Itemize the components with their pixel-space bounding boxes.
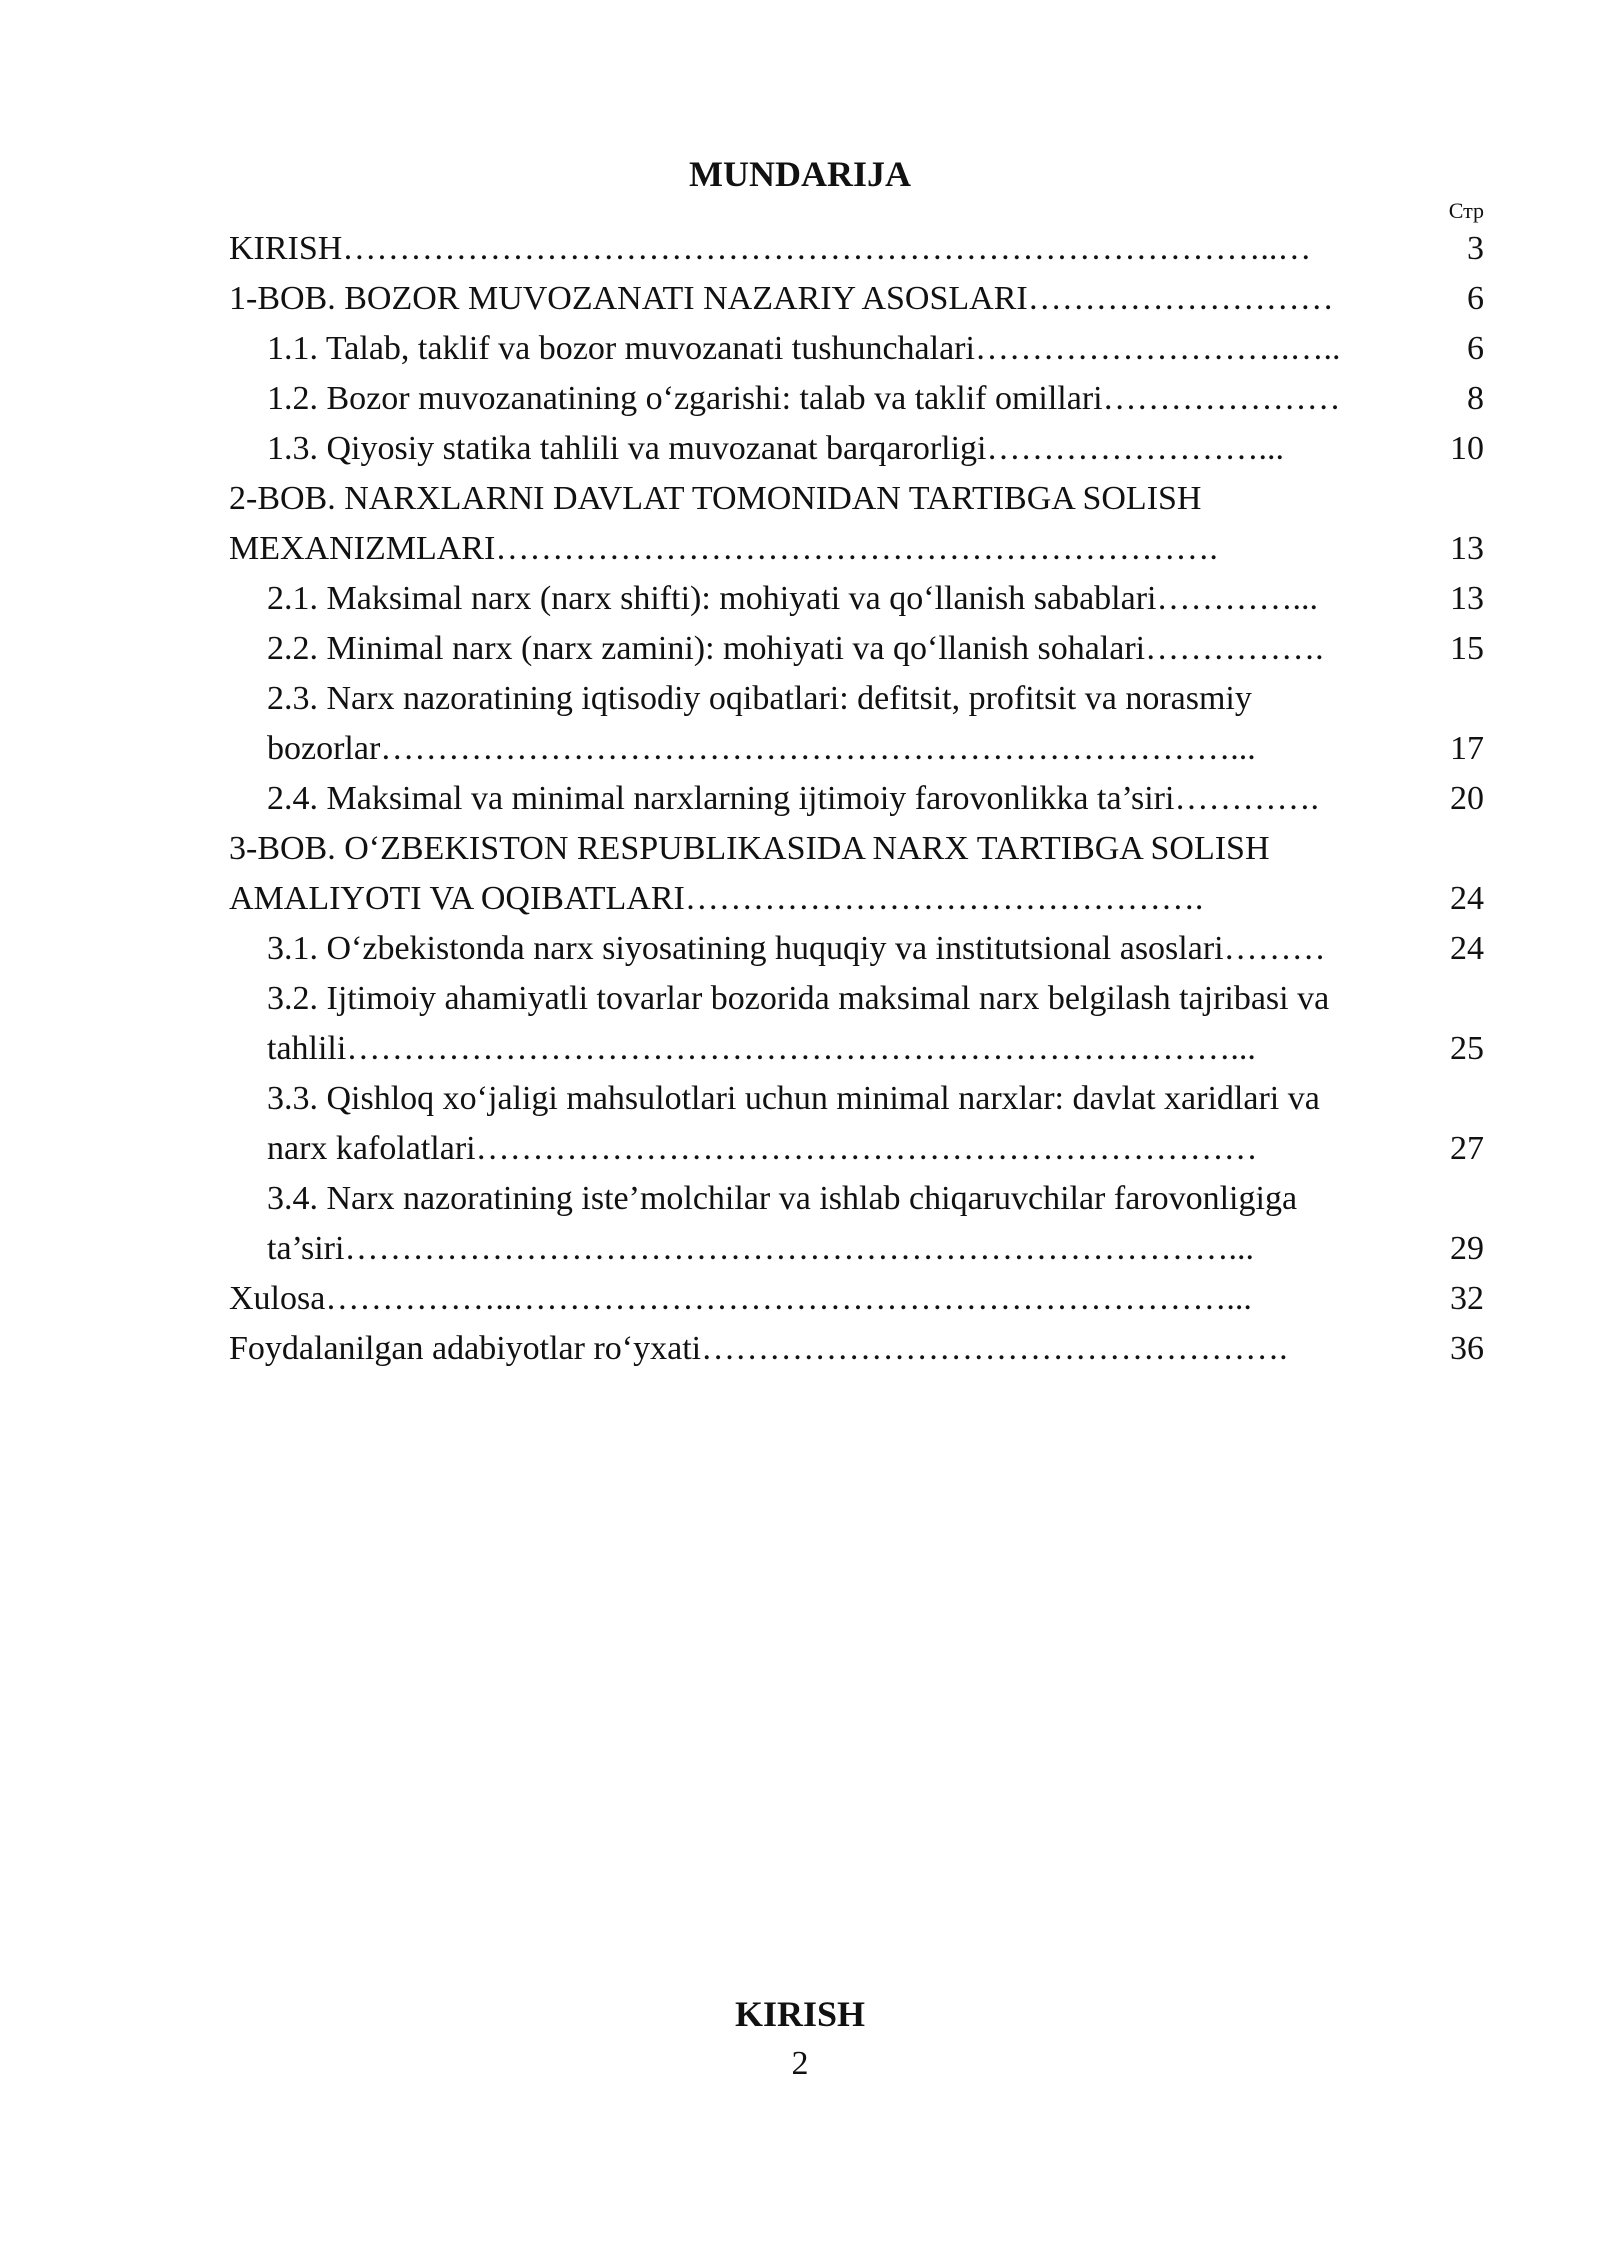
toc-entry (229, 674, 1484, 774)
toc-page-number: 13 (1450, 530, 1484, 567)
toc-entry-line (229, 774, 1484, 824)
toc-entry-text: 1.3. Qiyosiy statika tahlili va muvozanat barqarorligi (267, 430, 987, 467)
toc-entry-line (229, 724, 1484, 774)
toc-dot-leader: ……………………... (986, 430, 1284, 467)
toc-dot-leader: ………………… (1102, 380, 1341, 417)
toc-entry (229, 924, 1484, 974)
toc-entry-line (229, 874, 1484, 924)
toc-entry-text: Foydalanilgan adabiyotlar ro‘yxati (229, 1330, 702, 1367)
toc-entry-text: 3.1. O‘zbekistonda narx siyosatining huquqiy va institutsional asoslari (267, 930, 1224, 967)
toc-page-number: 32 (1450, 1280, 1484, 1317)
toc-entry-text: tahlili (267, 1030, 347, 1067)
toc-entry (229, 1174, 1484, 1274)
toc-dot-leader: ………………………………………………………………………..… (342, 230, 1312, 267)
toc-page-number: 24 (1450, 880, 1484, 917)
toc-entry-text: 3-BOB. O‘ZBEKISTON RESPUBLIKASIDA NARX TARTIBGA SOLISH (229, 830, 1270, 867)
toc-entry (229, 1274, 1484, 1324)
toc-dot-leader: ………………………………………………………. (495, 530, 1218, 567)
toc-entry (229, 424, 1484, 474)
toc-page-number: 36 (1450, 1330, 1484, 1367)
toc-entry-text: 1.1. Talab, taklif va bozor muvozanati tushunchalari (267, 330, 975, 367)
section-heading-kirish: KIRISH (734, 1994, 866, 2034)
toc-entry-text: 1.2. Bozor muvozanatining o‘zgarishi: talab va taklif omillari (267, 380, 1103, 417)
toc-dot-leader: ……………………………………………. (701, 1330, 1288, 1367)
toc-entry (229, 824, 1484, 924)
toc-page-number: 6 (1467, 330, 1484, 367)
toc-entry-line (229, 524, 1484, 574)
toc-dot-leader: …………. (1174, 780, 1319, 817)
toc-entry (229, 474, 1484, 574)
toc-entry-text: MEXANIZMLARI (229, 530, 496, 567)
toc-entry (229, 374, 1484, 424)
toc-entry-text: 1-BOB. BOZOR MUVOZANATI NAZARIY ASOSLARI (229, 280, 1028, 317)
toc-entry-line (229, 1274, 1484, 1324)
toc-page-number: 17 (1450, 730, 1484, 767)
toc-entry-line (229, 274, 1484, 324)
toc-entry-text: 3.3. Qishloq xo‘jaligi mahsulotlari uchun minimal narxlar: davlat xaridlari va (267, 1080, 1320, 1117)
toc-entry (229, 774, 1484, 824)
toc-entry-text: 2-BOB. NARXLARNI DAVLAT TOMONIDAN TARTIBGA SOLISH (229, 480, 1202, 517)
toc-dot-leader: ……………………………………………………………………... (346, 1030, 1256, 1067)
toc-entry (229, 324, 1484, 374)
toc-page-number: 3 (1467, 230, 1484, 267)
toc-entry (229, 1074, 1484, 1174)
toc-entry-line (229, 1024, 1484, 1074)
toc-entry-line (229, 324, 1484, 374)
toc-dot-leader: ………………………………………. (684, 880, 1204, 917)
toc-entry-text: bozorlar (267, 730, 381, 767)
toc-dot-leader: ……………………….….. (974, 330, 1341, 367)
toc-page-number: 13 (1450, 580, 1484, 617)
toc-dot-leader: …………………………………………………………………... (380, 730, 1256, 767)
toc-entry (229, 974, 1484, 1074)
toc-page-number: 8 (1467, 380, 1484, 417)
toc-entry-text: 3.2. Ijtimoiy ahamiyatli tovarlar bozorida maksimal narx belgilash tajribasi va (267, 980, 1330, 1017)
toc-dot-leader: ……………………… (1027, 280, 1334, 317)
toc-page-number: 25 (1450, 1030, 1484, 1067)
toc-entry-text: 2.4. Maksimal va minimal narxlarning ijtimoiy farovonlikka ta’siri (267, 780, 1175, 817)
page-column-label: Стр (1448, 198, 1484, 223)
toc-dot-leader: ……………. (1145, 630, 1324, 667)
toc-dot-leader: ……… (1223, 930, 1326, 967)
toc-entry (229, 274, 1484, 324)
toc-page-number: 24 (1450, 930, 1484, 967)
toc-entry-text: 3.4. Narx nazoratining iste’molchilar va ishlab chiqaruvchilar farovonligiga (267, 1180, 1298, 1217)
toc-entry (229, 224, 1484, 274)
toc-page-number: 15 (1450, 630, 1484, 667)
toc-page-number: 20 (1450, 780, 1484, 817)
toc-dot-leader: …………... (1156, 580, 1318, 617)
toc-page-number: 27 (1450, 1130, 1484, 1167)
toc-entry-line (229, 1224, 1484, 1274)
toc-title: MUNDARIJA (689, 154, 911, 194)
toc-entry-text: KIRISH (229, 230, 343, 267)
toc-entry-text: 2.1. Maksimal narx (narx shifti): mohiyati va qo‘llanish sabablari (267, 580, 1157, 617)
toc-entry-line (229, 574, 1484, 624)
toc-page-number: 10 (1450, 430, 1484, 467)
toc-entry-text: Xulosa (229, 1280, 326, 1317)
toc-entry (229, 1324, 1484, 1374)
toc-entry (229, 574, 1484, 624)
toc-entry-line (229, 1324, 1484, 1374)
toc-entry-line (229, 924, 1484, 974)
toc-dot-leader: ……………..………………………………………………………... (325, 1280, 1252, 1317)
toc-dot-leader: ……………………………………………………………………... (344, 1230, 1254, 1267)
table-of-contents (229, 224, 1484, 1374)
toc-entry-line (229, 224, 1484, 274)
toc-entry-text: narx kafolatlari (267, 1130, 476, 1167)
toc-entry-line (229, 374, 1484, 424)
toc-page-number: 29 (1450, 1230, 1484, 1267)
toc-entry-line (229, 424, 1484, 474)
toc-page-number: 6 (1467, 280, 1484, 317)
toc-entry-line (229, 624, 1484, 674)
toc-entry-text: ta’siri (267, 1230, 345, 1267)
toc-entry-line (229, 1124, 1484, 1174)
toc-dot-leader: …………………………………………………………… (475, 1130, 1258, 1167)
toc-entry-text: 2.2. Minimal narx (narx zamini): mohiyati va qo‘llanish sohalari (267, 630, 1146, 667)
page-number: 2 (791, 2045, 809, 2082)
toc-entry (229, 624, 1484, 674)
toc-entry-text: AMALIYOTI VA OQIBATLARI (229, 880, 685, 917)
toc-entry-text: 2.3. Narx nazoratining iqtisodiy oqibatlari: defitsit, profitsit va norasmiy (267, 680, 1252, 717)
